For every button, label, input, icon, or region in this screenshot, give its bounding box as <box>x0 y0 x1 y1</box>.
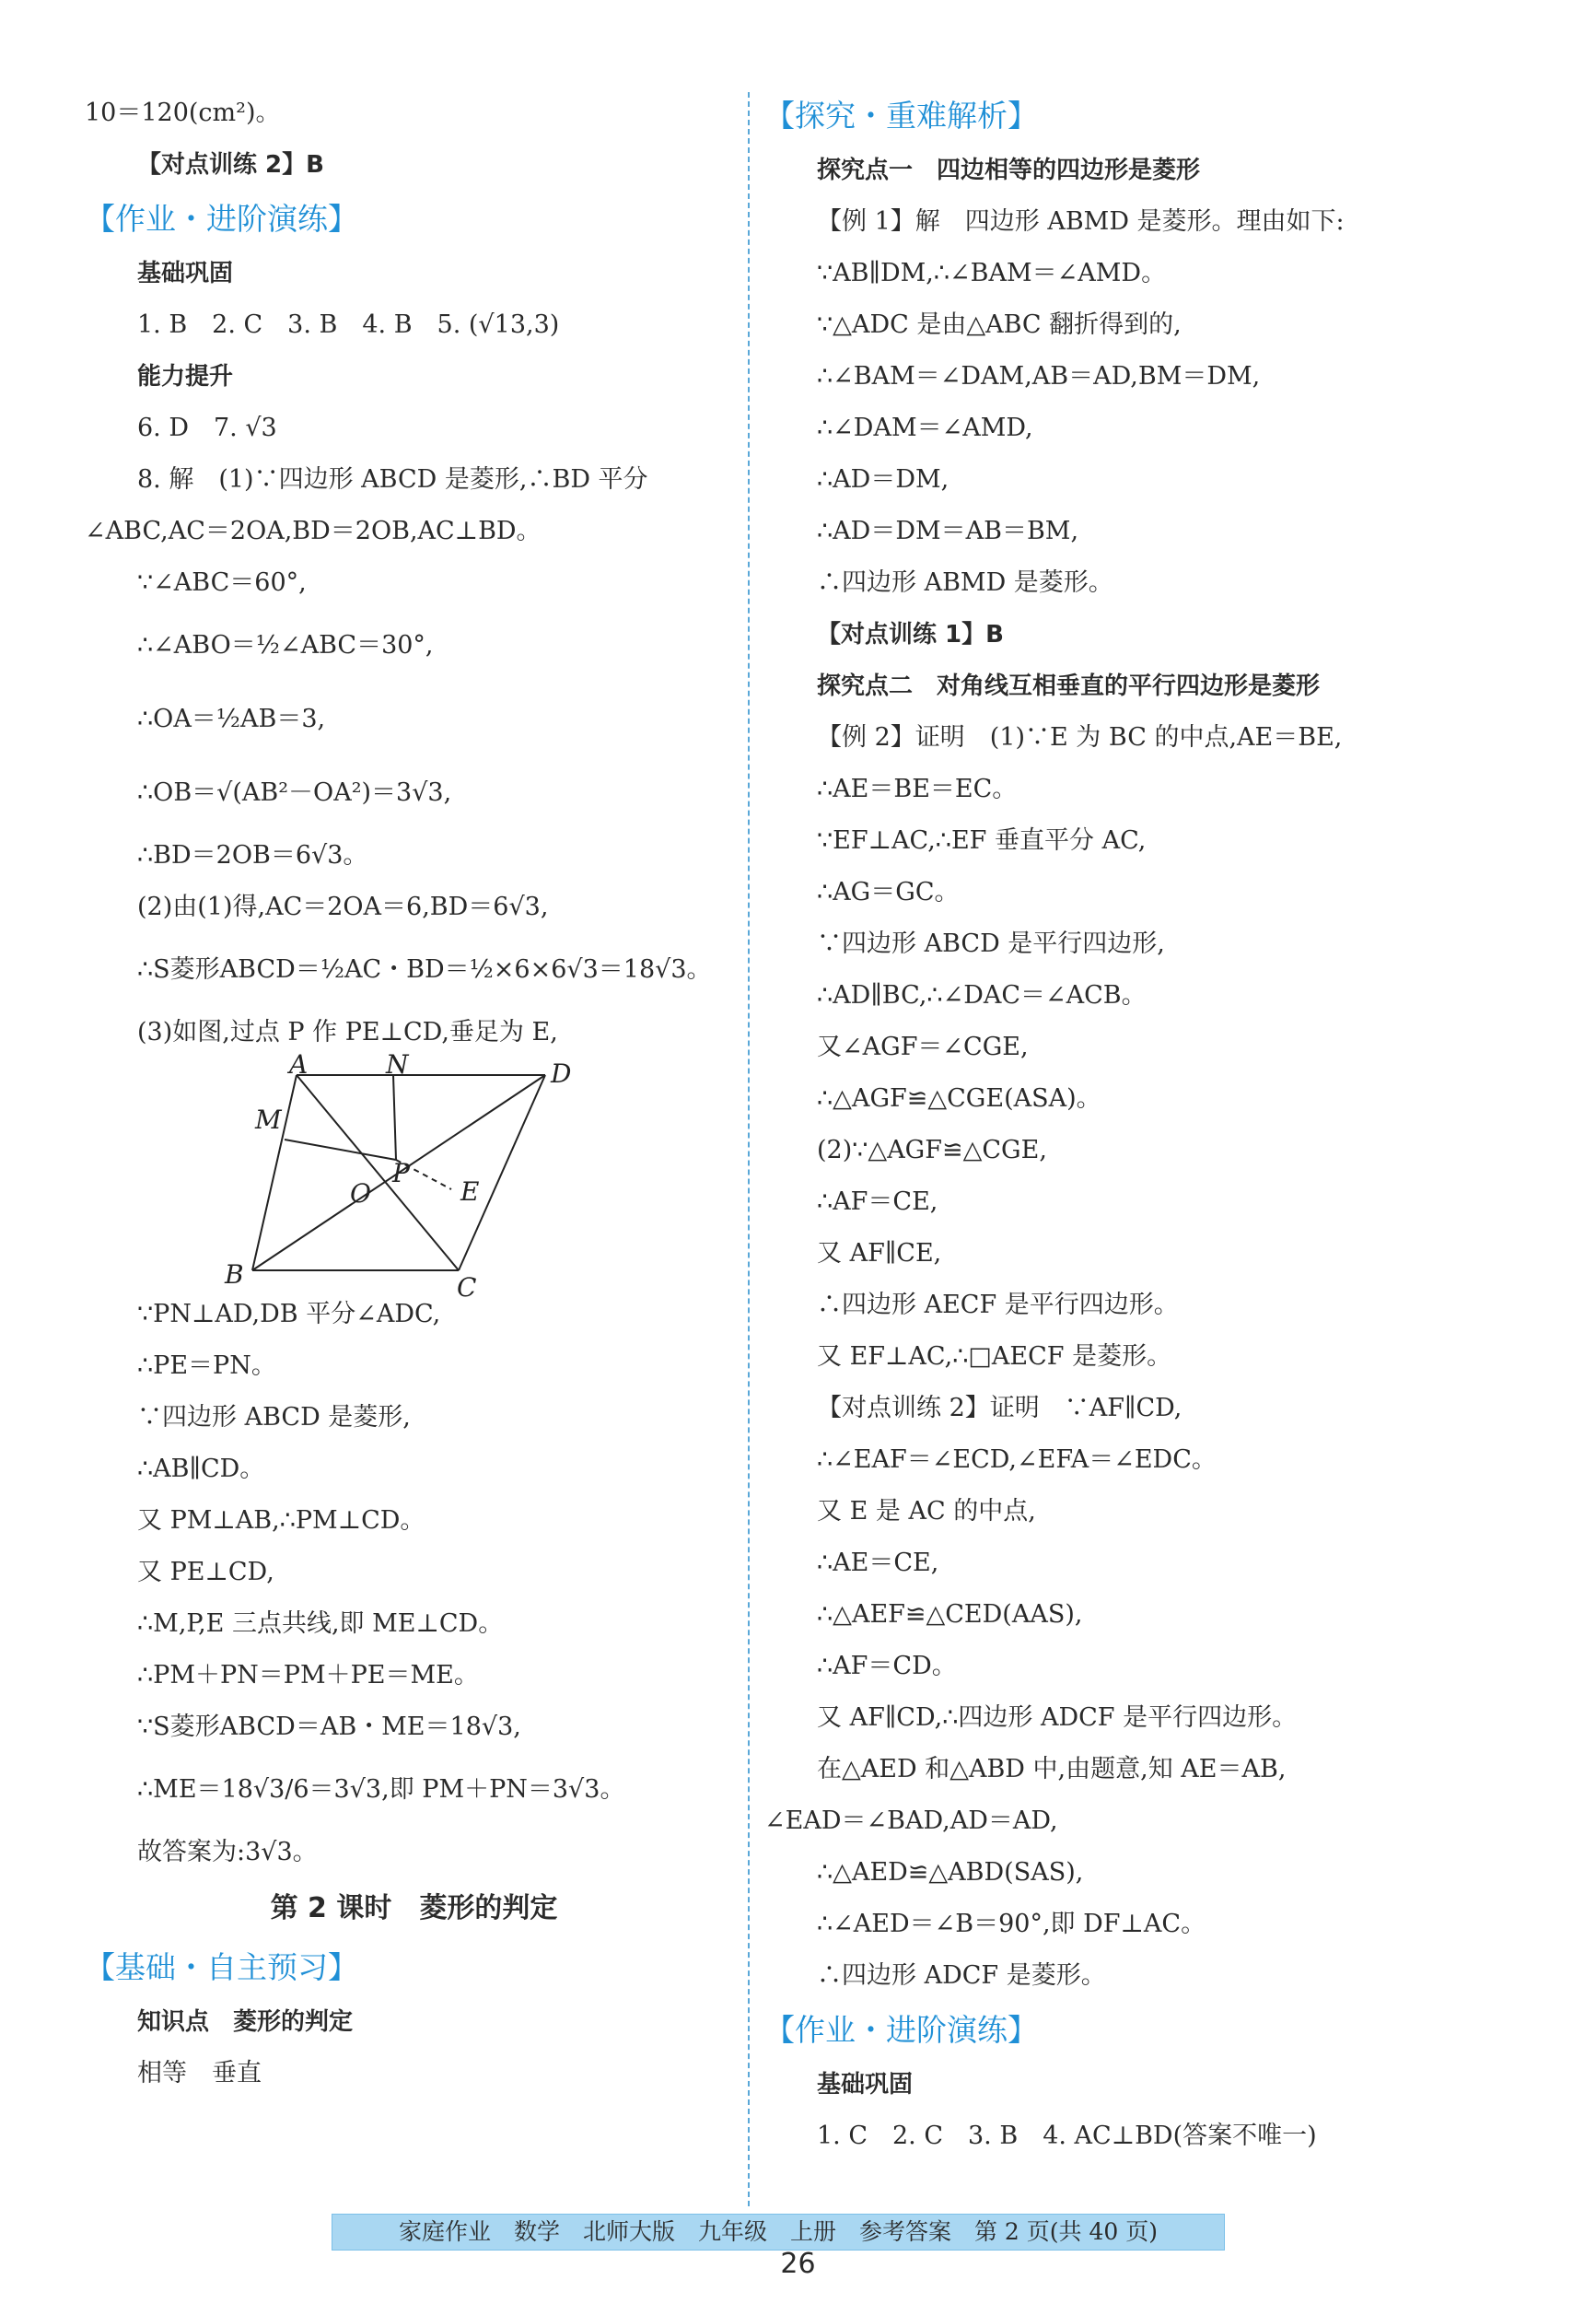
answer-line: ∴△AED≌△ABD(SAS), <box>817 1858 1084 1887</box>
answer-line: ∵△ADC 是由△ABC 翻折得到的, <box>817 310 1182 339</box>
answer-line: 故答案为:3√3。 <box>137 1838 318 1866</box>
answer-line: ∴AD＝DM, <box>817 465 949 494</box>
segment-mp <box>285 1140 396 1160</box>
answer-line: ∵∠ABC＝60°, <box>137 568 307 597</box>
answer-line: 又 PE⊥CD, <box>137 1558 274 1586</box>
answer-line: ∴四边形 AECF 是平行四边形。 <box>817 1291 1179 1319</box>
answer-line: ∴∠BAM＝∠DAM,AB＝AD,BM＝DM, <box>817 362 1261 391</box>
lesson-title: 第 2 课时 菱形的判定 <box>270 1892 558 1924</box>
answer-line: ∠EAD＝∠BAD,AD＝AD, <box>764 1806 1058 1835</box>
right-column <box>764 88 1437 2162</box>
answer-line: 知识点 菱形的判定 <box>137 2008 354 2036</box>
answer-line: (2)由(1)得,AC＝2OA＝6,BD＝6√3, <box>137 893 549 921</box>
answer-line: ∵四边形 ABCD 是平行四边形, <box>817 930 1165 958</box>
answer-line: ∵PN⊥AD,DB 平分∠ADC, <box>137 1300 441 1328</box>
section-heading: 【作业・进阶演练】 <box>764 2012 1038 2048</box>
answer-line: 相等 垂直 <box>137 2059 262 2087</box>
left-column <box>85 88 743 2099</box>
footer-banner: 家庭作业 数学 北师大版 九年级 上册 参考答案 第 2 页(共 40 页) <box>332 2214 1225 2251</box>
answer-line: 在△AED 和△ABD 中,由题意,知 AE＝AB, <box>817 1755 1287 1783</box>
answer-line: ∴PE＝PN。 <box>137 1351 276 1380</box>
answer-line: ∴AF＝CE, <box>817 1187 938 1216</box>
answer-line: 又 E 是 AC 的中点, <box>817 1497 1036 1526</box>
answer-line: ∴AD＝DM＝AB＝BM, <box>817 517 1079 545</box>
answer-line: ∴AB∥CD。 <box>137 1455 265 1483</box>
answer-line: ∴△AGF≌△CGE(ASA)。 <box>817 1084 1101 1113</box>
answer-line: 【对点训练 2】B <box>137 151 324 179</box>
answer-line: ∴ME＝18√3/6＝3√3,即 PM＋PN＝3√3。 <box>137 1775 625 1804</box>
answer-line: 【例 2】证明 (1)∵E 为 BC 的中点,AE＝BE, <box>817 723 1343 752</box>
answer-line: ∴∠AED＝∠B＝90°,即 DF⊥AC。 <box>817 1910 1206 1938</box>
answer-line: 1. C 2. C 3. B 4. AC⊥BD(答案不唯一) <box>817 2122 1317 2150</box>
answer-line: 又 AF∥CE, <box>817 1239 942 1268</box>
answer-line: ∴四边形 ABMD 是菱形。 <box>817 568 1113 597</box>
answer-line: ∴M,P,E 三点共线,即 ME⊥CD。 <box>137 1609 504 1638</box>
answer-line: 又 EF⊥AC,∴□AECF 是菱形。 <box>817 1342 1172 1371</box>
answer-line: ∴AE＝BE＝EC。 <box>817 775 1018 803</box>
answer-line: ∴∠DAM＝∠AMD, <box>817 414 1033 442</box>
answer-line: 基础巩固 <box>817 2071 914 2099</box>
figure-rhombus <box>85 1049 743 1303</box>
answer-line: ∵四边形 ABCD 是菱形, <box>137 1403 411 1432</box>
answer-line: 基础巩固 <box>137 260 234 287</box>
section-heading: 【基础・自主预习】 <box>85 1949 358 1985</box>
answer-line: ∴∠EAF＝∠ECD,∠EFA＝∠EDC。 <box>817 1445 1217 1474</box>
answer-line: ∵AB∥DM,∴∠BAM＝∠AMD。 <box>817 259 1167 287</box>
answer-line: 10＝120(cm²)。 <box>85 99 281 127</box>
answer-line: 8. 解 (1)∵四边形 ABCD 是菱形,∴BD 平分 <box>137 465 648 494</box>
answer-line: 1. B 2. C 3. B 4. B 5. (√13,3) <box>137 310 560 339</box>
answer-line: 【对点训练 2】证明 ∵AF∥CD, <box>817 1394 1182 1422</box>
answer-line: ∴∠ABO＝½∠ABC＝30°, <box>137 631 434 660</box>
answer-line: 能力提升 <box>137 363 234 391</box>
answer-line: ∠ABC,AC＝2OA,BD＝2OB,AC⊥BD。 <box>85 517 542 545</box>
point-label-c: C <box>457 1272 477 1303</box>
answer-line: 探究点二 对角线互相垂直的平行四边形是菱形 <box>817 672 1321 700</box>
answer-line: ∴AF＝CD。 <box>817 1652 957 1680</box>
page-number: 26 <box>780 2248 816 2280</box>
answer-line: ∴BD＝2OB＝6√3。 <box>137 841 368 870</box>
answer-line: ∴AE＝CE, <box>817 1549 939 1577</box>
point-label-p: P <box>392 1158 410 1188</box>
answer-line: ∴OA＝½AB＝3, <box>137 705 326 733</box>
answer-line: ∴AG＝GC。 <box>817 878 960 906</box>
answer-line: 【对点训练 1】B <box>817 621 1004 649</box>
column-divider <box>748 92 750 2206</box>
answer-line: ∵EF⊥AC,∴EF 垂直平分 AC, <box>817 826 1147 855</box>
answer-line: ∴四边形 ADCF 是菱形。 <box>817 1961 1106 1990</box>
rhombus-diagram <box>225 1049 591 1303</box>
answer-line: 又∠AGF＝∠CGE, <box>817 1033 1029 1061</box>
answer-line: (3)如图,过点 P 作 PE⊥CD,垂足为 E, <box>137 1018 558 1046</box>
point-label-o: O <box>350 1178 371 1209</box>
answer-line: ∴S菱形ABCD＝½AC・BD＝½×6×6√3＝18√3。 <box>137 955 712 984</box>
answer-line: ∴OB＝√(AB²－OA²)＝3√3, <box>137 778 452 807</box>
point-label-e: E <box>460 1176 480 1207</box>
section-heading: 【作业・进阶演练】 <box>85 201 358 237</box>
answer-line: ∵S菱形ABCD＝AB・ME＝18√3, <box>137 1713 521 1741</box>
segment-np <box>393 1075 396 1160</box>
answer-line: 又 PM⊥AB,∴PM⊥CD。 <box>137 1506 425 1535</box>
point-label-n: N <box>386 1049 409 1080</box>
point-label-b: B <box>225 1259 244 1290</box>
answer-line: (2)∵△AGF≌△CGE, <box>817 1136 1047 1164</box>
diagonal-ac <box>297 1075 459 1270</box>
answer-line: 探究点一 四边相等的四边形是菱形 <box>817 157 1201 184</box>
point-label-d: D <box>551 1058 572 1089</box>
answer-line: ∴△AEF≌△CED(AAS), <box>817 1600 1083 1629</box>
answer-line: ∴PM＋PN＝PM＋PE＝ME。 <box>137 1661 479 1689</box>
answer-line: 【例 1】解 四边形 ABMD 是菱形。理由如下: <box>817 207 1345 236</box>
answer-line: ∴AD∥BC,∴∠DAC＝∠ACB。 <box>817 981 1147 1010</box>
answer-line: 6. D 7. √3 <box>137 414 277 442</box>
answer-line: 又 AF∥CD,∴四边形 ADCF 是平行四边形。 <box>817 1703 1298 1732</box>
point-label-a: A <box>289 1049 309 1080</box>
point-label-m: M <box>255 1105 282 1135</box>
section-heading: 【探究・重难解析】 <box>764 98 1038 134</box>
